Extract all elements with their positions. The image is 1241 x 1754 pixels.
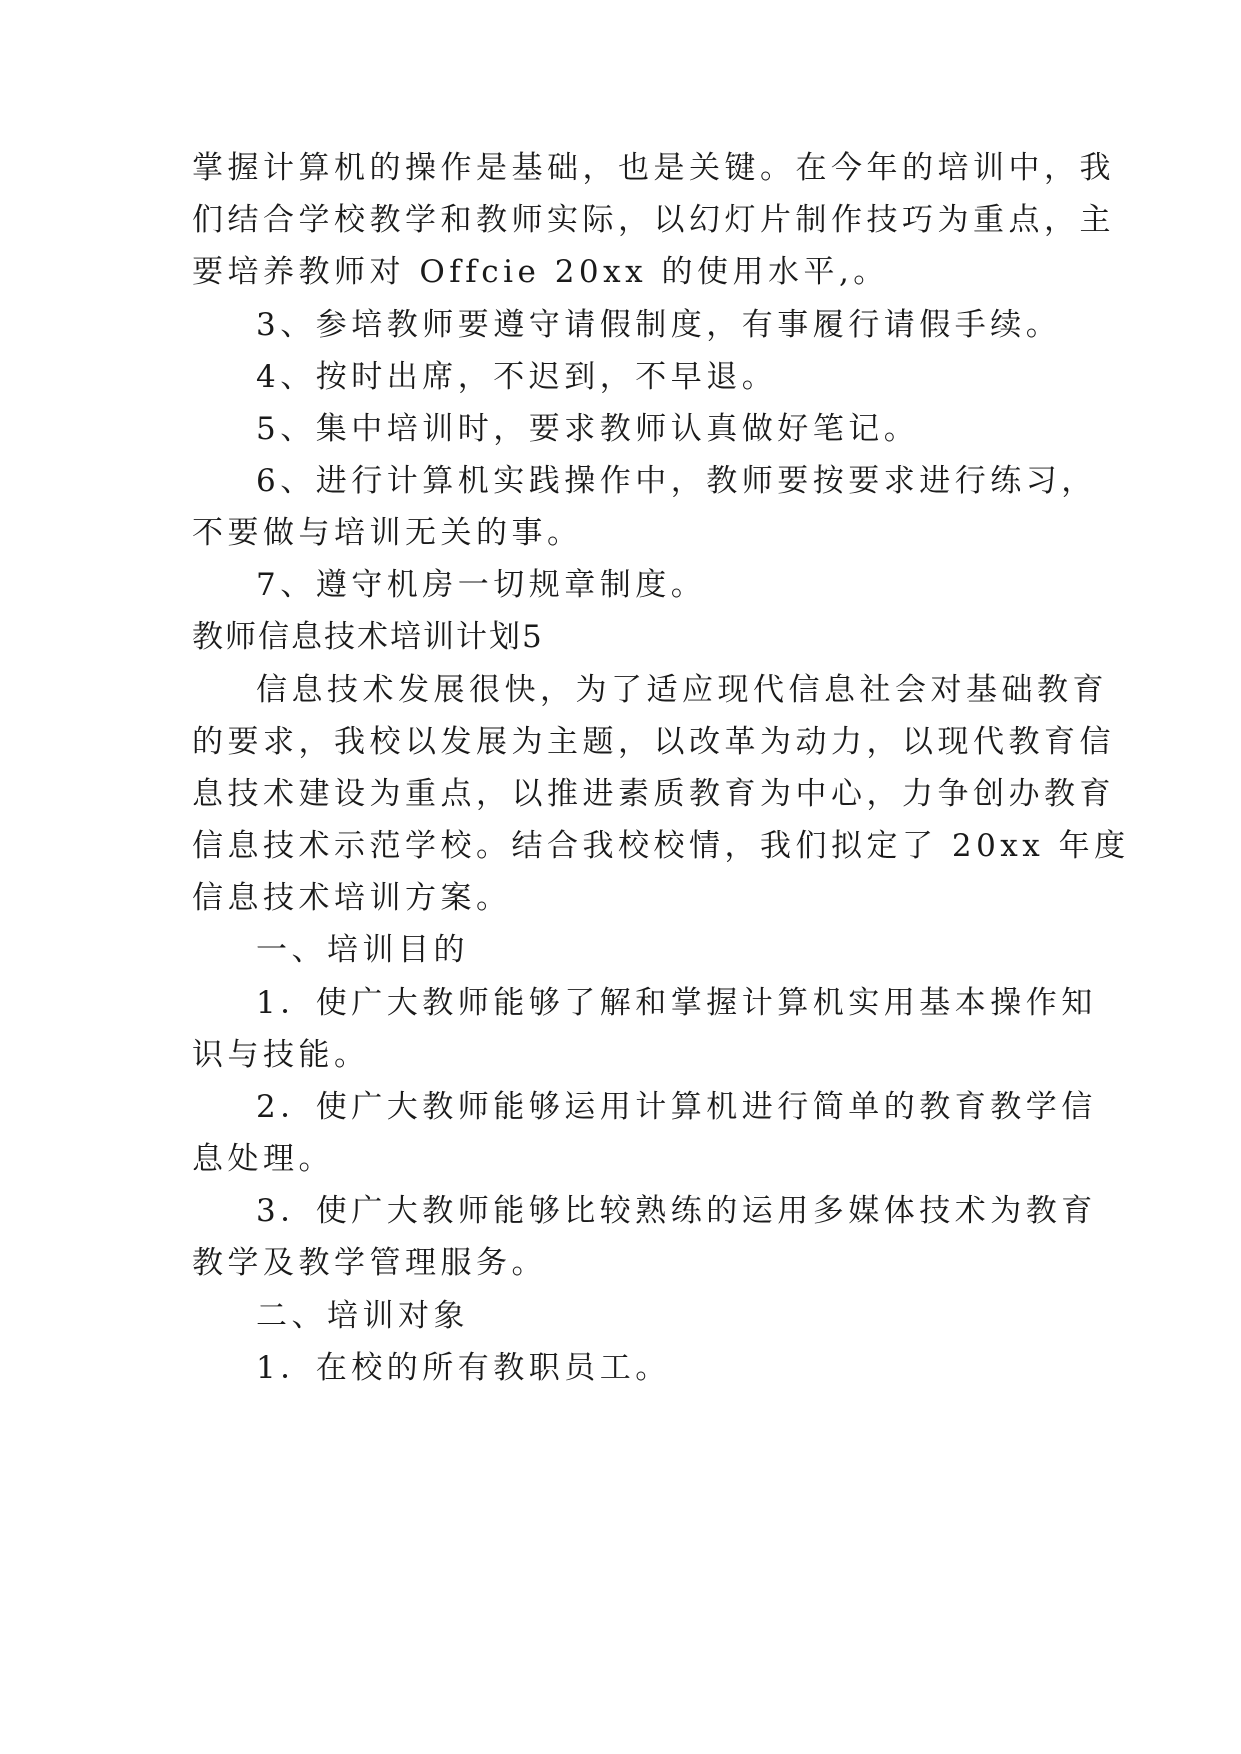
body-text-line: 识与技能。 <box>192 1037 370 1073</box>
section-title: 教师信息技术培训计划5 <box>192 619 544 655</box>
body-text-line: 教学及教学管理服务。 <box>192 1245 547 1281</box>
rule-item-7: 7、遵守机房一切规章制度。 <box>256 567 707 603</box>
subheading-training-goals: 一、培训目的 <box>256 932 469 968</box>
subheading-training-targets: 二、培训对象 <box>256 1298 469 1334</box>
body-text-line: 信息技术示范学校。结合我校校情，我们拟定了 20xx 年度 <box>192 828 1130 864</box>
paragraph-intro: 信息技术发展很快，为了适应现代信息社会对基础教育 <box>256 672 1108 708</box>
body-text-line: 不要做与培训无关的事。 <box>192 515 583 551</box>
rule-item-3: 3、参培教师要遵守请假制度，有事履行请假手续。 <box>256 307 1062 343</box>
body-text-line: 要培养教师对 Offcie 20xx 的使用水平,。 <box>192 254 889 290</box>
goal-item-2: 2．使广大教师能够运用计算机进行简单的教育教学信 <box>256 1089 1097 1125</box>
rule-item-5: 5、集中培训时，要求教师认真做好笔记。 <box>256 411 920 447</box>
body-text-line: 的要求，我校以发展为主题，以改革为动力，以现代教育信 <box>192 724 1115 760</box>
rule-item-6: 6、进行计算机实践操作中，教师要按要求进行练习， <box>256 463 1097 499</box>
target-item-1: 1．在校的所有教职员工。 <box>256 1350 671 1386</box>
body-text-line: 们结合学校教学和教师实际，以幻灯片制作技巧为重点，主 <box>192 202 1115 238</box>
goal-item-1: 1．使广大教师能够了解和掌握计算机实用基本操作知 <box>256 985 1097 1021</box>
goal-item-3: 3．使广大教师能够比较熟练的运用多媒体技术为教育 <box>256 1193 1097 1229</box>
body-text-line: 息技术建设为重点，以推进素质教育为中心，力争创办教育 <box>192 776 1115 812</box>
body-text-line: 息处理。 <box>192 1141 334 1177</box>
body-text-line: 掌握计算机的操作是基础，也是关键。在今年的培训中，我 <box>192 150 1115 186</box>
body-text-line: 信息技术培训方案。 <box>192 880 512 916</box>
rule-item-4: 4、按时出席，不迟到，不早退。 <box>256 359 778 395</box>
